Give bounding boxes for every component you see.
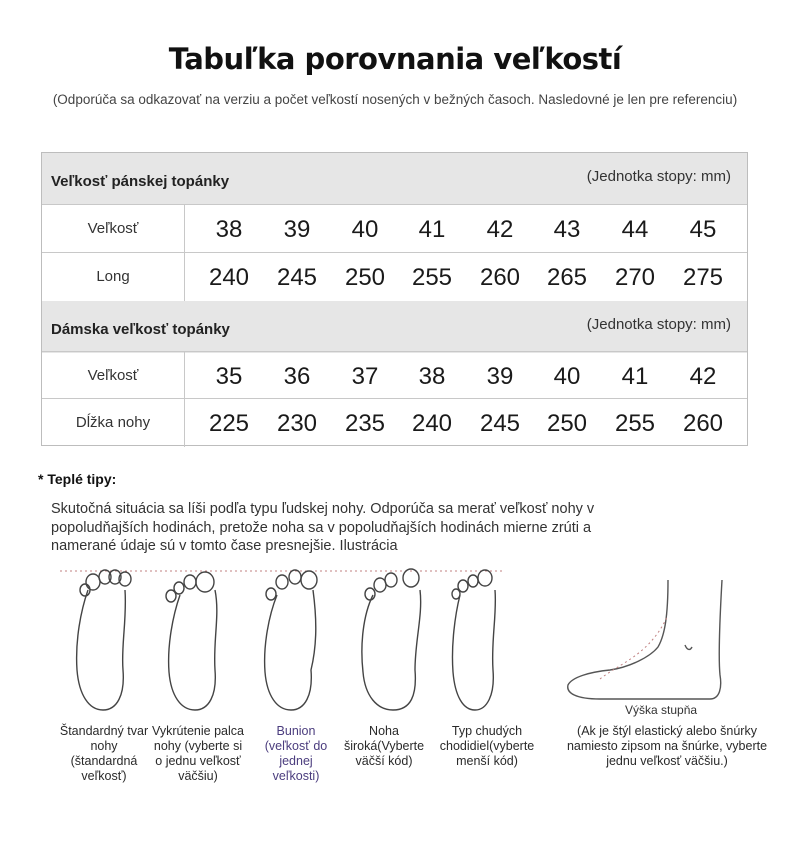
women-size-cell: 38 xyxy=(418,363,446,390)
women-size-cell: 39 xyxy=(486,363,514,390)
women-length-cell: 260 xyxy=(682,410,724,437)
size-table xyxy=(41,152,748,446)
bent-toe-foot-icon xyxy=(166,572,217,710)
women-length-cell: 245 xyxy=(479,410,521,437)
men-length-cell: 245 xyxy=(276,264,318,291)
women-size-cell: 35 xyxy=(215,363,243,390)
foot-caption-bunion: Bunion (veľkosť do jednej veľkosti) xyxy=(264,724,328,783)
women-size-cell: 36 xyxy=(283,363,311,390)
women-length-cell: 230 xyxy=(276,410,318,437)
men-size-cell: 44 xyxy=(621,216,649,243)
instep-foot-icon xyxy=(560,575,740,705)
men-length-cell: 260 xyxy=(479,264,521,291)
women-length-cell: 250 xyxy=(546,410,588,437)
women-size-cell: 42 xyxy=(689,363,717,390)
foot-caption-standard: Štandardný tvar nohy (štandardná veľkosť) xyxy=(59,724,149,783)
men-size-cell: 39 xyxy=(283,216,311,243)
men-size-cell: 40 xyxy=(351,216,379,243)
tips-text: Skutočná situácia sa líši podľa typu ľudskej nohy. Odporúča sa merať veľkosť nohy v popoludňajších hodinách, pretože noha sa v popoludňajších hodinách mierne zrúti a namerané údaje sú v tomto čase presnejšie. Ilustrácia xyxy=(51,501,595,554)
women-header xyxy=(42,301,747,353)
women-length-cell: 240 xyxy=(411,410,453,437)
men-size-cell: 43 xyxy=(553,216,581,243)
women-unit: (Jednotka stopy: mm) xyxy=(586,316,731,333)
women-size-cell: 40 xyxy=(553,363,581,390)
women-size-cell: 37 xyxy=(351,363,379,390)
men-length-cell: 240 xyxy=(208,264,250,291)
men-size-cell: 38 xyxy=(215,216,243,243)
men-length-cell: 275 xyxy=(682,264,724,291)
men-unit: (Jednotka stopy: mm) xyxy=(586,168,731,185)
narrow-foot-icon xyxy=(452,570,495,710)
men-length-row xyxy=(42,252,747,301)
foot-caption-wide: Noha široká(Vyberte väčší kód) xyxy=(343,724,425,768)
women-length-cell: 225 xyxy=(208,410,250,437)
standard-foot-icon xyxy=(77,570,131,710)
women-length-cell: 255 xyxy=(614,410,656,437)
men-title: Veľkosť pánskej topánky xyxy=(51,173,230,190)
foot-caption-narrow: Typ chudých chodidiel(vyberte menší kód) xyxy=(439,724,535,768)
wide-foot-icon xyxy=(362,569,421,710)
men-size-cell: 45 xyxy=(689,216,717,243)
foot-caption-bent-toe: Vykrútenie palca nohy (vyberte si o jednu veľkosť väčšiu) xyxy=(152,724,244,783)
men-size-cell: 42 xyxy=(486,216,514,243)
men-length-cell: 250 xyxy=(344,264,386,291)
women-length-row xyxy=(42,398,747,447)
men-length-cell: 265 xyxy=(546,264,588,291)
instep-label: Výška stupňa xyxy=(625,703,698,717)
women-size-label: Veľkosť xyxy=(42,352,185,400)
tips-title: * Teplé tipy: xyxy=(38,471,117,487)
page-title: Tabuľka porovnania veľkostí xyxy=(168,42,622,76)
women-length-cell: 235 xyxy=(344,410,386,437)
foot-types-illustration xyxy=(55,560,535,725)
instep-note: (Ak je štýl elastický alebo šnúrky namiesto zipsom na šnúrke, vyberte jednu veľkosť väčšiu.) xyxy=(566,724,768,768)
men-header xyxy=(42,153,747,205)
women-title: Dámska veľkosť topánky xyxy=(51,321,230,338)
men-length-label: Long xyxy=(42,253,185,301)
women-size-cell: 41 xyxy=(621,363,649,390)
bunion-foot-icon xyxy=(265,570,317,710)
men-size-row xyxy=(42,204,747,253)
men-length-cell: 255 xyxy=(411,264,453,291)
men-length-cell: 270 xyxy=(614,264,656,291)
page-subtitle: (Odporúča sa odkazovať na verziu a počet veľkostí nosených v bežných časoch. Nasledovné je len pre referenciu) xyxy=(52,92,738,107)
women-length-label: Dĺžka nohy xyxy=(42,399,185,447)
men-size-cell: 41 xyxy=(418,216,446,243)
men-size-label: Veľkosť xyxy=(42,205,185,253)
women-size-row xyxy=(42,351,747,400)
